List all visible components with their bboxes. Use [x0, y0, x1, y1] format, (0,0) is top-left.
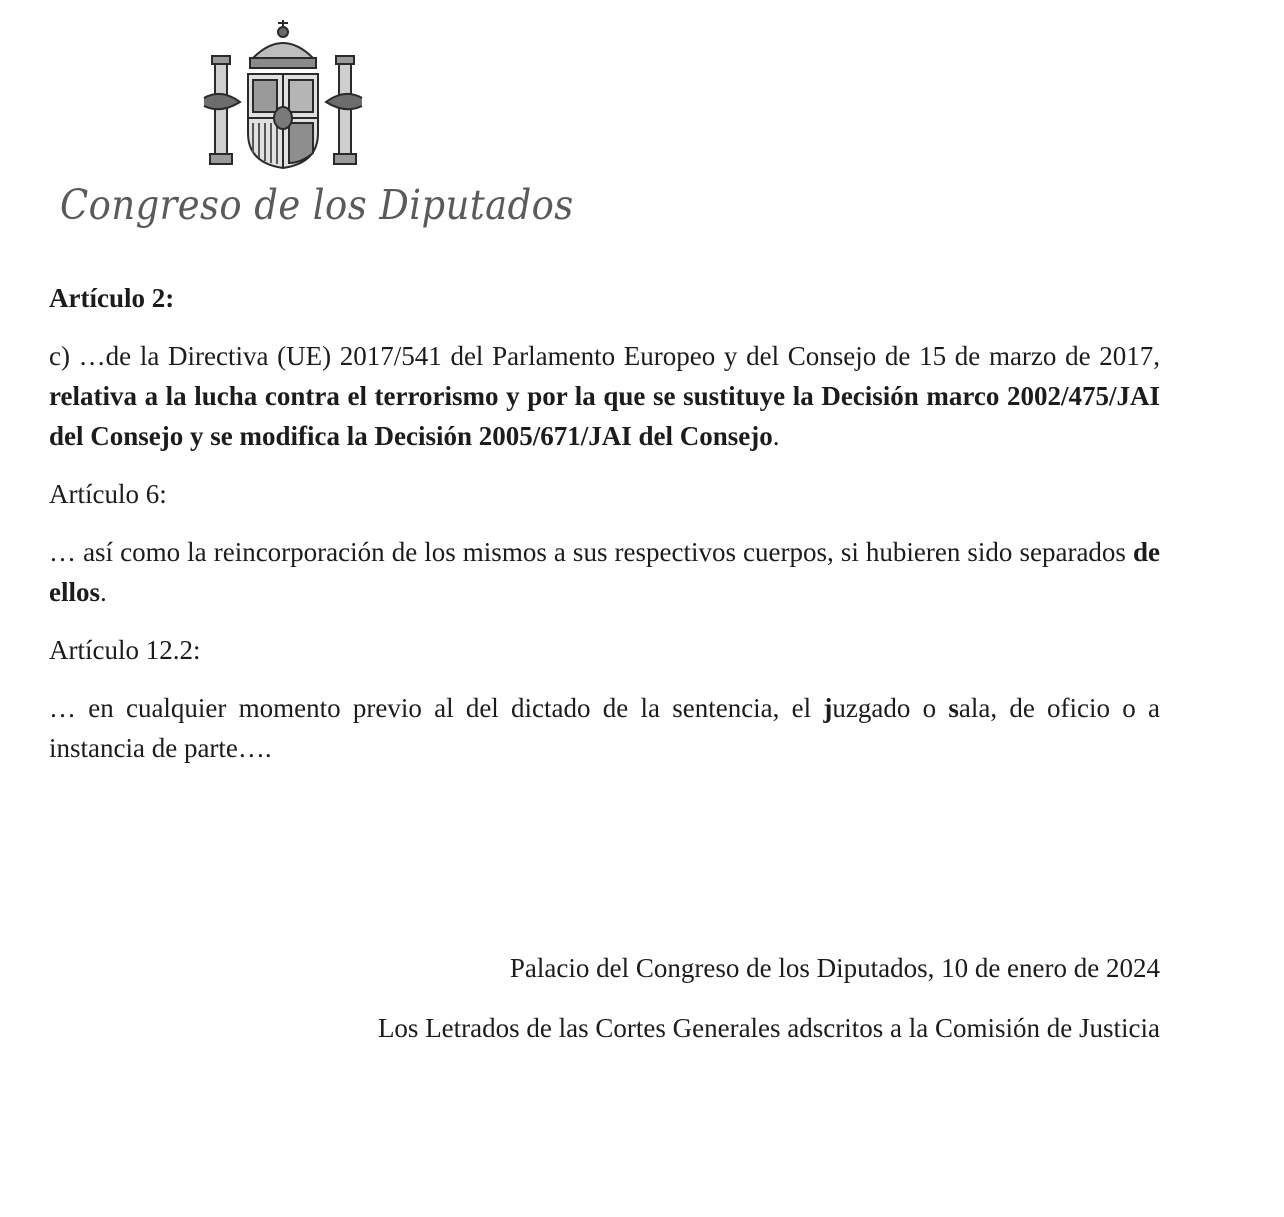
article-6-bold-text: de ellos — [49, 537, 1160, 607]
article-6-end: . — [100, 577, 107, 607]
letterhead — [60, 18, 574, 248]
article-2-text: c) …de la Directiva (UE) 2017/541 del Parlamento Europeo y del Consejo de 15 de marzo de 2017, — [49, 341, 1160, 371]
article-12-bold-1: j — [823, 693, 833, 723]
article-2-paragraph — [49, 336, 1160, 456]
article-12-text-1: … en cualquier momento previo al del dictado de la sentencia, el — [49, 693, 824, 723]
article-6-heading: Artículo 6: — [49, 479, 167, 509]
article-12-bold-2: s — [948, 693, 959, 723]
place-and-date: Palacio del Congreso de los Diputados, 10 de enero de 2024 — [509, 953, 1160, 983]
article-6-text: … así como la reincorporación de los mismos a sus respectivos cuerpos, si hubieren sido separados — [49, 537, 1133, 567]
signature-block — [378, 948, 1160, 1048]
article-12-text-3: ala, de oficio o a instancia de parte…. — [49, 693, 1160, 763]
institution-name: Congreso de los Diputados — [60, 181, 574, 229]
document-body — [49, 278, 1160, 768]
signatories: Los Letrados de las Cortes Generales adscritos a la Comisión de Justicia — [377, 1013, 1160, 1043]
article-12-paragraph — [49, 688, 1160, 768]
article-2-heading: Artículo 2: — [49, 283, 175, 313]
article-12-heading: Artículo 12.2: — [49, 635, 201, 665]
article-6-paragraph — [49, 532, 1160, 612]
article-12-text-2: uzgado o — [832, 693, 949, 723]
royal-coat-of-arms-icon — [198, 18, 368, 178]
article-2-bold-text: relativa a la lucha contra el terrorismo y por la que se sustituye la Decisión marco 2002/475/JAI del Consejo y se modifica la Decisión 2005/671/JAI del Consejo — [49, 381, 1160, 451]
article-2-end: . — [772, 421, 780, 451]
